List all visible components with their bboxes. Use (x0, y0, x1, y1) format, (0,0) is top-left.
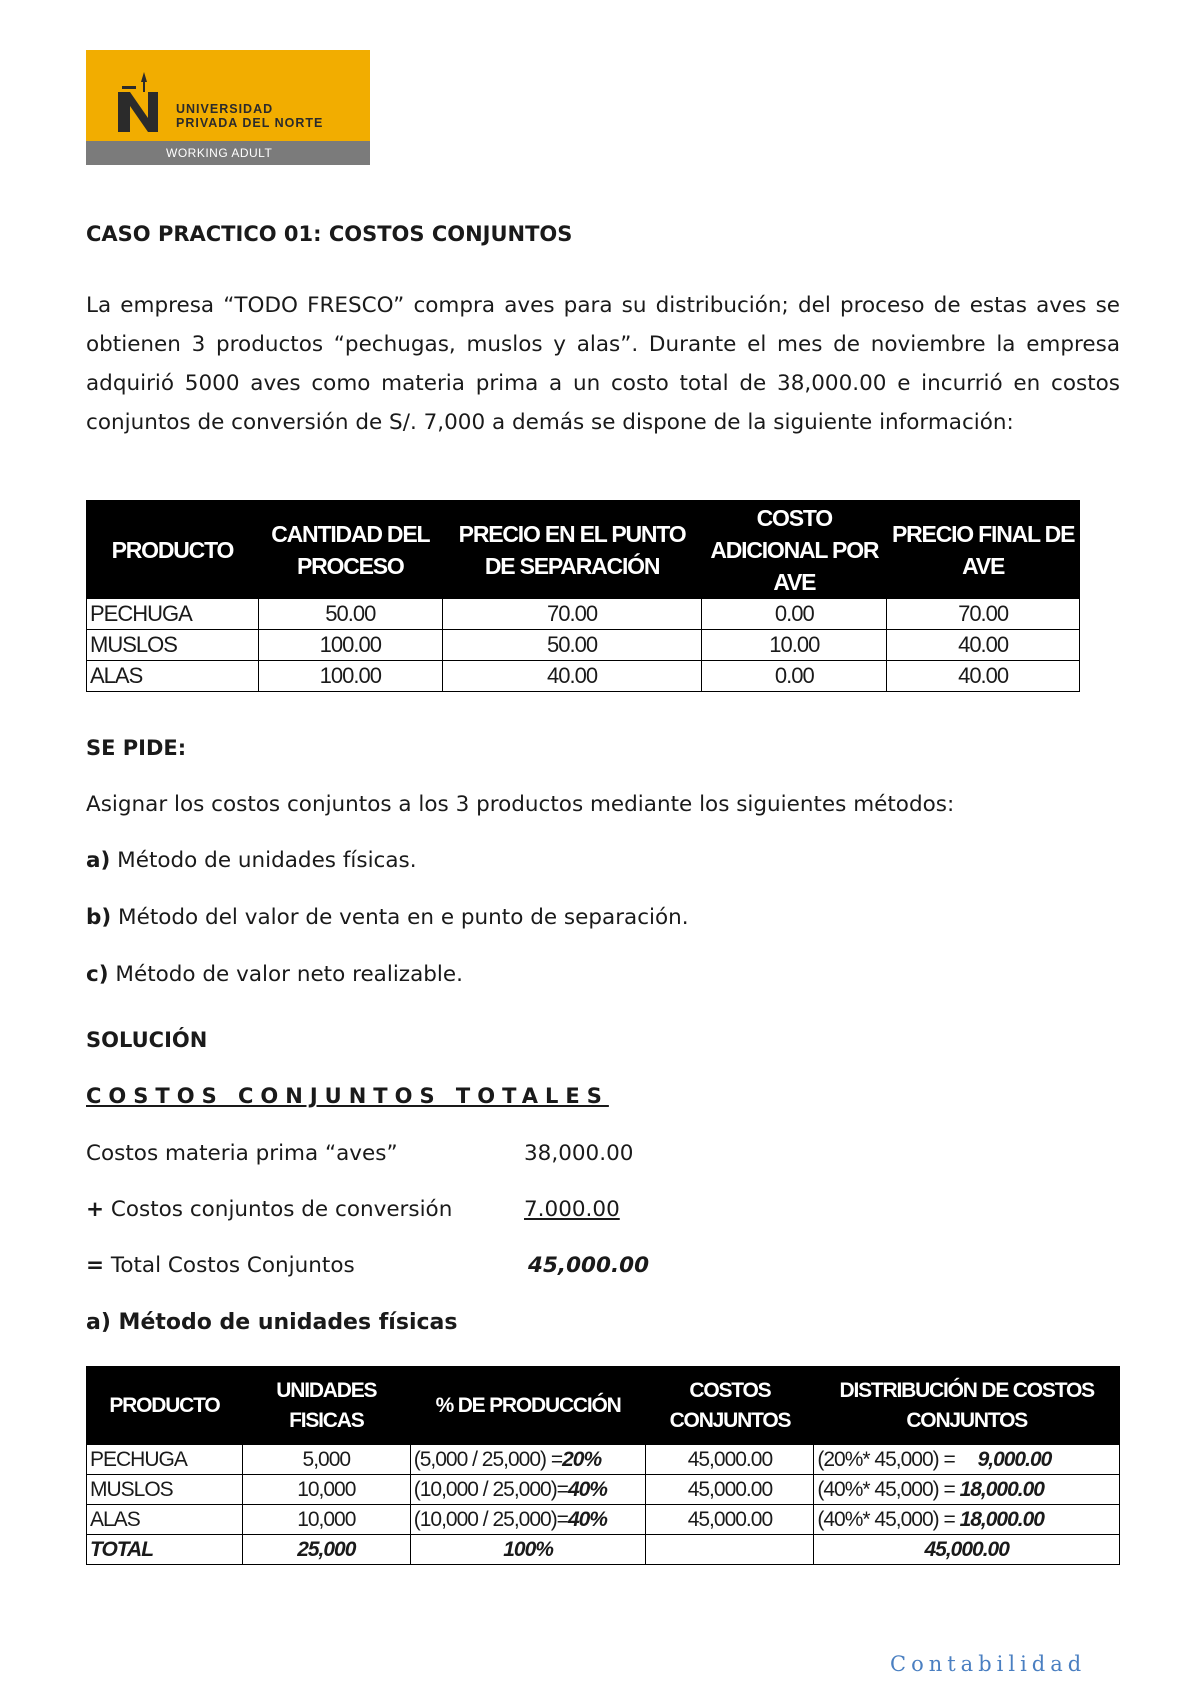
method-letter: c) (86, 962, 109, 987)
method-text: Método de valor neto realizable. (108, 962, 463, 987)
table-row (87, 661, 1080, 692)
table-row (87, 599, 1080, 630)
total-label: TOTAL (87, 1535, 243, 1565)
header-distribucion: DISTRIBUCIÓN DE COSTOS CONJUNTOS (814, 1367, 1120, 1445)
conv-value: 7.000.00 (524, 1197, 620, 1222)
method-a (86, 848, 417, 873)
table-total-row (87, 1535, 1120, 1565)
tot-label: Total Costos Conjuntos (104, 1253, 355, 1278)
tot-line (86, 1253, 355, 1278)
pct-value: 40% (567, 1477, 607, 1501)
logo-name (176, 102, 323, 130)
plus-op: + (86, 1197, 105, 1222)
method-letter: a) (86, 848, 111, 873)
header-producto: PRODUCTO (87, 1367, 243, 1445)
header-costo-adicional: COSTO ADICIONAL POR AVE (702, 501, 887, 599)
dist-value: 18,000.00 (959, 1507, 1044, 1531)
table-cell: MUSLOS (87, 630, 259, 661)
table-cell: 70.00 (887, 599, 1080, 630)
product-info-table (86, 500, 1080, 692)
table-cell: 100.00 (258, 630, 442, 661)
table-cell: 10.00 (702, 630, 887, 661)
page-footer: Contabilidad (890, 1652, 1087, 1676)
logo-band: WORKING ADULT (86, 141, 370, 165)
university-n-logo-icon (114, 70, 164, 134)
logo-line2: PRIVADA DEL NORTE (176, 116, 324, 130)
table-cell: 50.00 (258, 599, 442, 630)
table-cell: 45,000.00 (646, 1505, 814, 1535)
table-cell: 40.00 (887, 661, 1080, 692)
mp-value: 38,000.00 (524, 1141, 634, 1166)
table-cell: 0.00 (702, 661, 887, 692)
dist-value: 18,000.00 (959, 1477, 1044, 1501)
intro-paragraph: La empresa “TODO FRESCO” compra aves para su distribución; del proceso de estas aves se obtienen 3 productos “pechugas, muslos y alas”. Durante el mes de noviembre la empresa adquirió 5000 aves como materia prima a un costo total de 38,000.00 e incurrió en costos conjuntos de conversión de S/. 7,000 a demás se dispone de la siguiente información: (86, 293, 1120, 435)
method-c (86, 962, 463, 987)
equals-op: = (86, 1253, 105, 1278)
dist-calc: (20%* 45,000) = (817, 1447, 960, 1471)
table-cell: 10,000 (242, 1475, 410, 1505)
table-row (87, 1505, 1120, 1535)
conv-line (86, 1197, 452, 1222)
mp-label: Costos materia prima “aves” (86, 1141, 398, 1166)
header-unidades: UNIDADES FISICAS (242, 1367, 410, 1445)
logo-line1: UNIVERSIDAD (176, 102, 274, 116)
conv-label: Costos conjuntos de conversión (104, 1197, 453, 1222)
table-cell: 10,000 (242, 1505, 410, 1535)
table-cell: 5,000 (242, 1445, 410, 1475)
table-cell (814, 1505, 1120, 1535)
header-cantidad: CANTIDAD DEL PROCESO (258, 501, 442, 599)
table-cell: 40.00 (442, 661, 702, 692)
costos-totales-heading: COSTOS CONJUNTOS TOTALES (86, 1084, 609, 1108)
method-text: Método del valor de venta en e punto de separación. (111, 905, 689, 930)
table-cell: 100.00 (258, 661, 442, 692)
table-cell: 40.00 (887, 630, 1080, 661)
asignar-text: Asignar los costos conjuntos a los 3 productos mediante los siguientes métodos: (86, 792, 955, 817)
pct-calc: (10,000 / 25,000)= (413, 1477, 568, 1501)
table-cell: MUSLOS (87, 1475, 243, 1505)
table-row (87, 1445, 1120, 1475)
se-pide-heading: SE PIDE: (86, 736, 187, 760)
table-row (87, 1475, 1120, 1505)
header-precio-separacion: PRECIO EN EL PUNTO DE SEPARACIÓN (442, 501, 702, 599)
table-cell: 45,000.00 (646, 1475, 814, 1505)
page-title: CASO PRACTICO 01: COSTOS CONJUNTOS (86, 222, 573, 246)
method-b (86, 905, 689, 930)
metodo-a-heading: a) Método de unidades físicas (86, 1310, 458, 1335)
table-cell: 45,000.00 (646, 1445, 814, 1475)
method-letter: b) (86, 905, 112, 930)
university-logo (86, 50, 370, 165)
total-dist: 45,000.00 (814, 1535, 1120, 1565)
solucion-heading: SOLUCIÓN (86, 1028, 208, 1052)
table-cell: PECHUGA (87, 599, 259, 630)
table-cell (410, 1445, 646, 1475)
pct-calc: (10,000 / 25,000)= (413, 1507, 568, 1531)
dist-value: 9,000.00 (977, 1447, 1052, 1471)
table-cell: 50.00 (442, 630, 702, 661)
header-precio-final: PRECIO FINAL DE AVE (887, 501, 1080, 599)
header-produccion: % DE PRODUCCIÓN (410, 1367, 646, 1445)
table-cell: ALAS (87, 1505, 243, 1535)
dist-calc: (40%* 45,000) = (817, 1507, 960, 1531)
total-units: 25,000 (242, 1535, 410, 1565)
table-cell (814, 1475, 1120, 1505)
table-cell: ALAS (87, 661, 259, 692)
table-cell (410, 1505, 646, 1535)
pct-value: 20% (562, 1447, 602, 1471)
table-cell: 0.00 (702, 599, 887, 630)
table-cell (410, 1475, 646, 1505)
physical-units-table (86, 1366, 1120, 1565)
dist-calc: (40%* 45,000) = (817, 1477, 960, 1501)
pct-calc: (5,000 / 25,000) = (413, 1447, 563, 1471)
total-costos (646, 1535, 814, 1565)
header-costos: COSTOS CONJUNTOS (646, 1367, 814, 1445)
table-row (87, 630, 1080, 661)
total-pct: 100% (410, 1535, 646, 1565)
pct-value: 40% (567, 1507, 607, 1531)
tot-value: 45,000.00 (528, 1253, 650, 1278)
header-producto: PRODUCTO (87, 501, 259, 599)
table-cell: 70.00 (442, 599, 702, 630)
table-cell (814, 1445, 1120, 1475)
table-cell: PECHUGA (87, 1445, 243, 1475)
method-text: Método de unidades físicas. (110, 848, 417, 873)
